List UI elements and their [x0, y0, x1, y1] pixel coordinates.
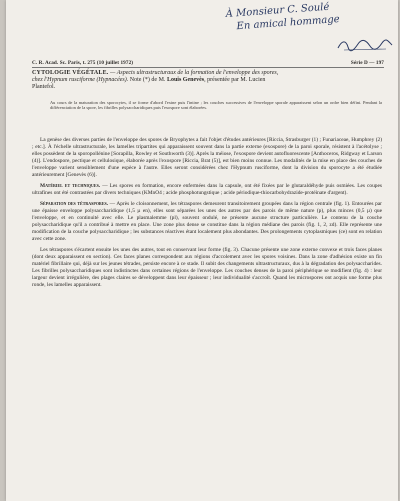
authors-prefix: Note (*) de M. [129, 77, 166, 83]
title-category: CYTOLOGIE VÉGÉTALE. [32, 70, 109, 76]
paragraph [32, 137, 382, 179]
author-name: Louis Genevès [166, 77, 205, 83]
presenter: , présentée par M. Lucien Plantefol. [32, 77, 266, 90]
paragraph [32, 247, 382, 289]
paragraph-text: — Les spores en formation, encore enfermées dans la capsule, ont été fixées par le glutaraldéhyde puis osmiées. Les coupes ultrafines ont été contrastées par divers techniques (KMnO4 ; acide phosphotungstique ; acide périodique-thiocarbohydrazide-protéinate d'argent). [32, 183, 382, 196]
title-text: — Aspects ultrastructuraux de la formation de l'enveloppe des spores, chez l'Hypnum rusciforme (Hypnacées). [32, 70, 279, 83]
handwritten-dedication [225, 0, 396, 34]
dedication-line-2: En amical hommage [236, 14, 340, 33]
series-label: Série D — 197 [350, 60, 384, 66]
paragraph-text: — Après le cloisonnement, les tétraspores demeurent transitoirement groupées dans la région centrale (fig. 1). Entourées par une épaisse enveloppe polysaccharidique (1,5 µ en), elles sont séparées les unes des autres par des parois de même nature (p), plus minces (0,5 µ) que l'enveloppe, et en continuité avec elle. Le plasmalemme (pl), souvent ondulé, ne présente aucune structure particulière. Le contenu de la couche polysaccharidique qu'il a contribué à mettre en place. Une zone plus dense se constitue dans la région médiane des parois (fig. 1, 2, zd). Elle représente une modification de la couche polysaccharidique ; les substances réactives étant localement plus abondantes. Des prolongements cytoplasmiques (ce) sont en relation avec cette zone. [32, 201, 382, 242]
dedication-line-1: À Monsieur C. Soulé [225, 1, 330, 20]
paragraph [32, 183, 382, 197]
article-title [32, 70, 284, 91]
journal-header [32, 60, 384, 68]
document-page [6, 0, 398, 501]
section-heading: Séparation des tétraspores. [40, 201, 109, 207]
signature-image [336, 38, 394, 52]
paragraph-text: La genèse des diverses parties de l'enveloppe des spores de Bryophytes a fait l'objet d'études antérieures [Riccia, Strasburger (1) ; Funariaceae, Humphrey (2) ; etc.]. À l'échelle ultrastructurale, les lamelles tripartites qui apparaissent souvent dans la partie externe (exospore) de la paroi sporale, résistent à l'acétolyse ; elles possèdent de la sporopollénine [Sorapilla, Rowley et Southworth (3)]. Après la méiose, l'exospore devient autofluorescente [Anthoceros, Ridgway et Larson (4)]. L'endospore, pectique et cellulosique, élaborée après l'exospore [Riccia, Brat (5)], est bien moins connue. Les modalités de la mise en place des couches de l'enveloppe varient sensiblement d'une espèce à l'autre. Elles seront considérées chez l'Hypnum rusciforme, dont la division du sporocyte a été étudiée antérieurement [Genevès (6)]. [32, 137, 382, 178]
citation: C. R. Acad. Sc. Paris, t. 275 (10 juillet 1972) [32, 60, 134, 66]
abstract: Au cours de la maturation des sporocytes, il se forme d'abord l'exine puis l'intine ; les couches successives de l'enveloppe sporale apparaissent selon un ordre bien défini. Pendant la différenciation de la spore, les fibrilles polysaccharidiques puis l'exospore sont élaborées. [50, 100, 382, 111]
article-body [32, 137, 382, 293]
paragraph [32, 201, 382, 243]
paragraph-text: Les tétraspores s'écartent ensuite les unes des autres, tout en conservant leur forme (fig. 3). Chacune présente une zone externe convexe et trois faces planes (dont deux apparaissent en section). Ces faces planes correspondent aux régions d'accolement avec les spores voisines. Dans la zone d'adhésion existe un fin matériel fibrillaire qui, déjà sur les jeunes tétrades, persiste encore à ce stade. Il subit des changements ultrastructuraux, dus à la dégradation des polysaccharides. Les fibrilles polysaccharidiques sont indistinctes dans certaines régions de l'enveloppe. Les couches denses de la paroi périphérique se modifient (fig. 4) : leur largeur devient irrégulière, des plages claires se développent dans leur épaisseur ; leur individualité s'accroît. Quand les microspores ont acquis une forme plus ronde, les lamelles apparaissent. [32, 247, 382, 288]
section-heading: Matériel et techniques. [40, 183, 101, 189]
